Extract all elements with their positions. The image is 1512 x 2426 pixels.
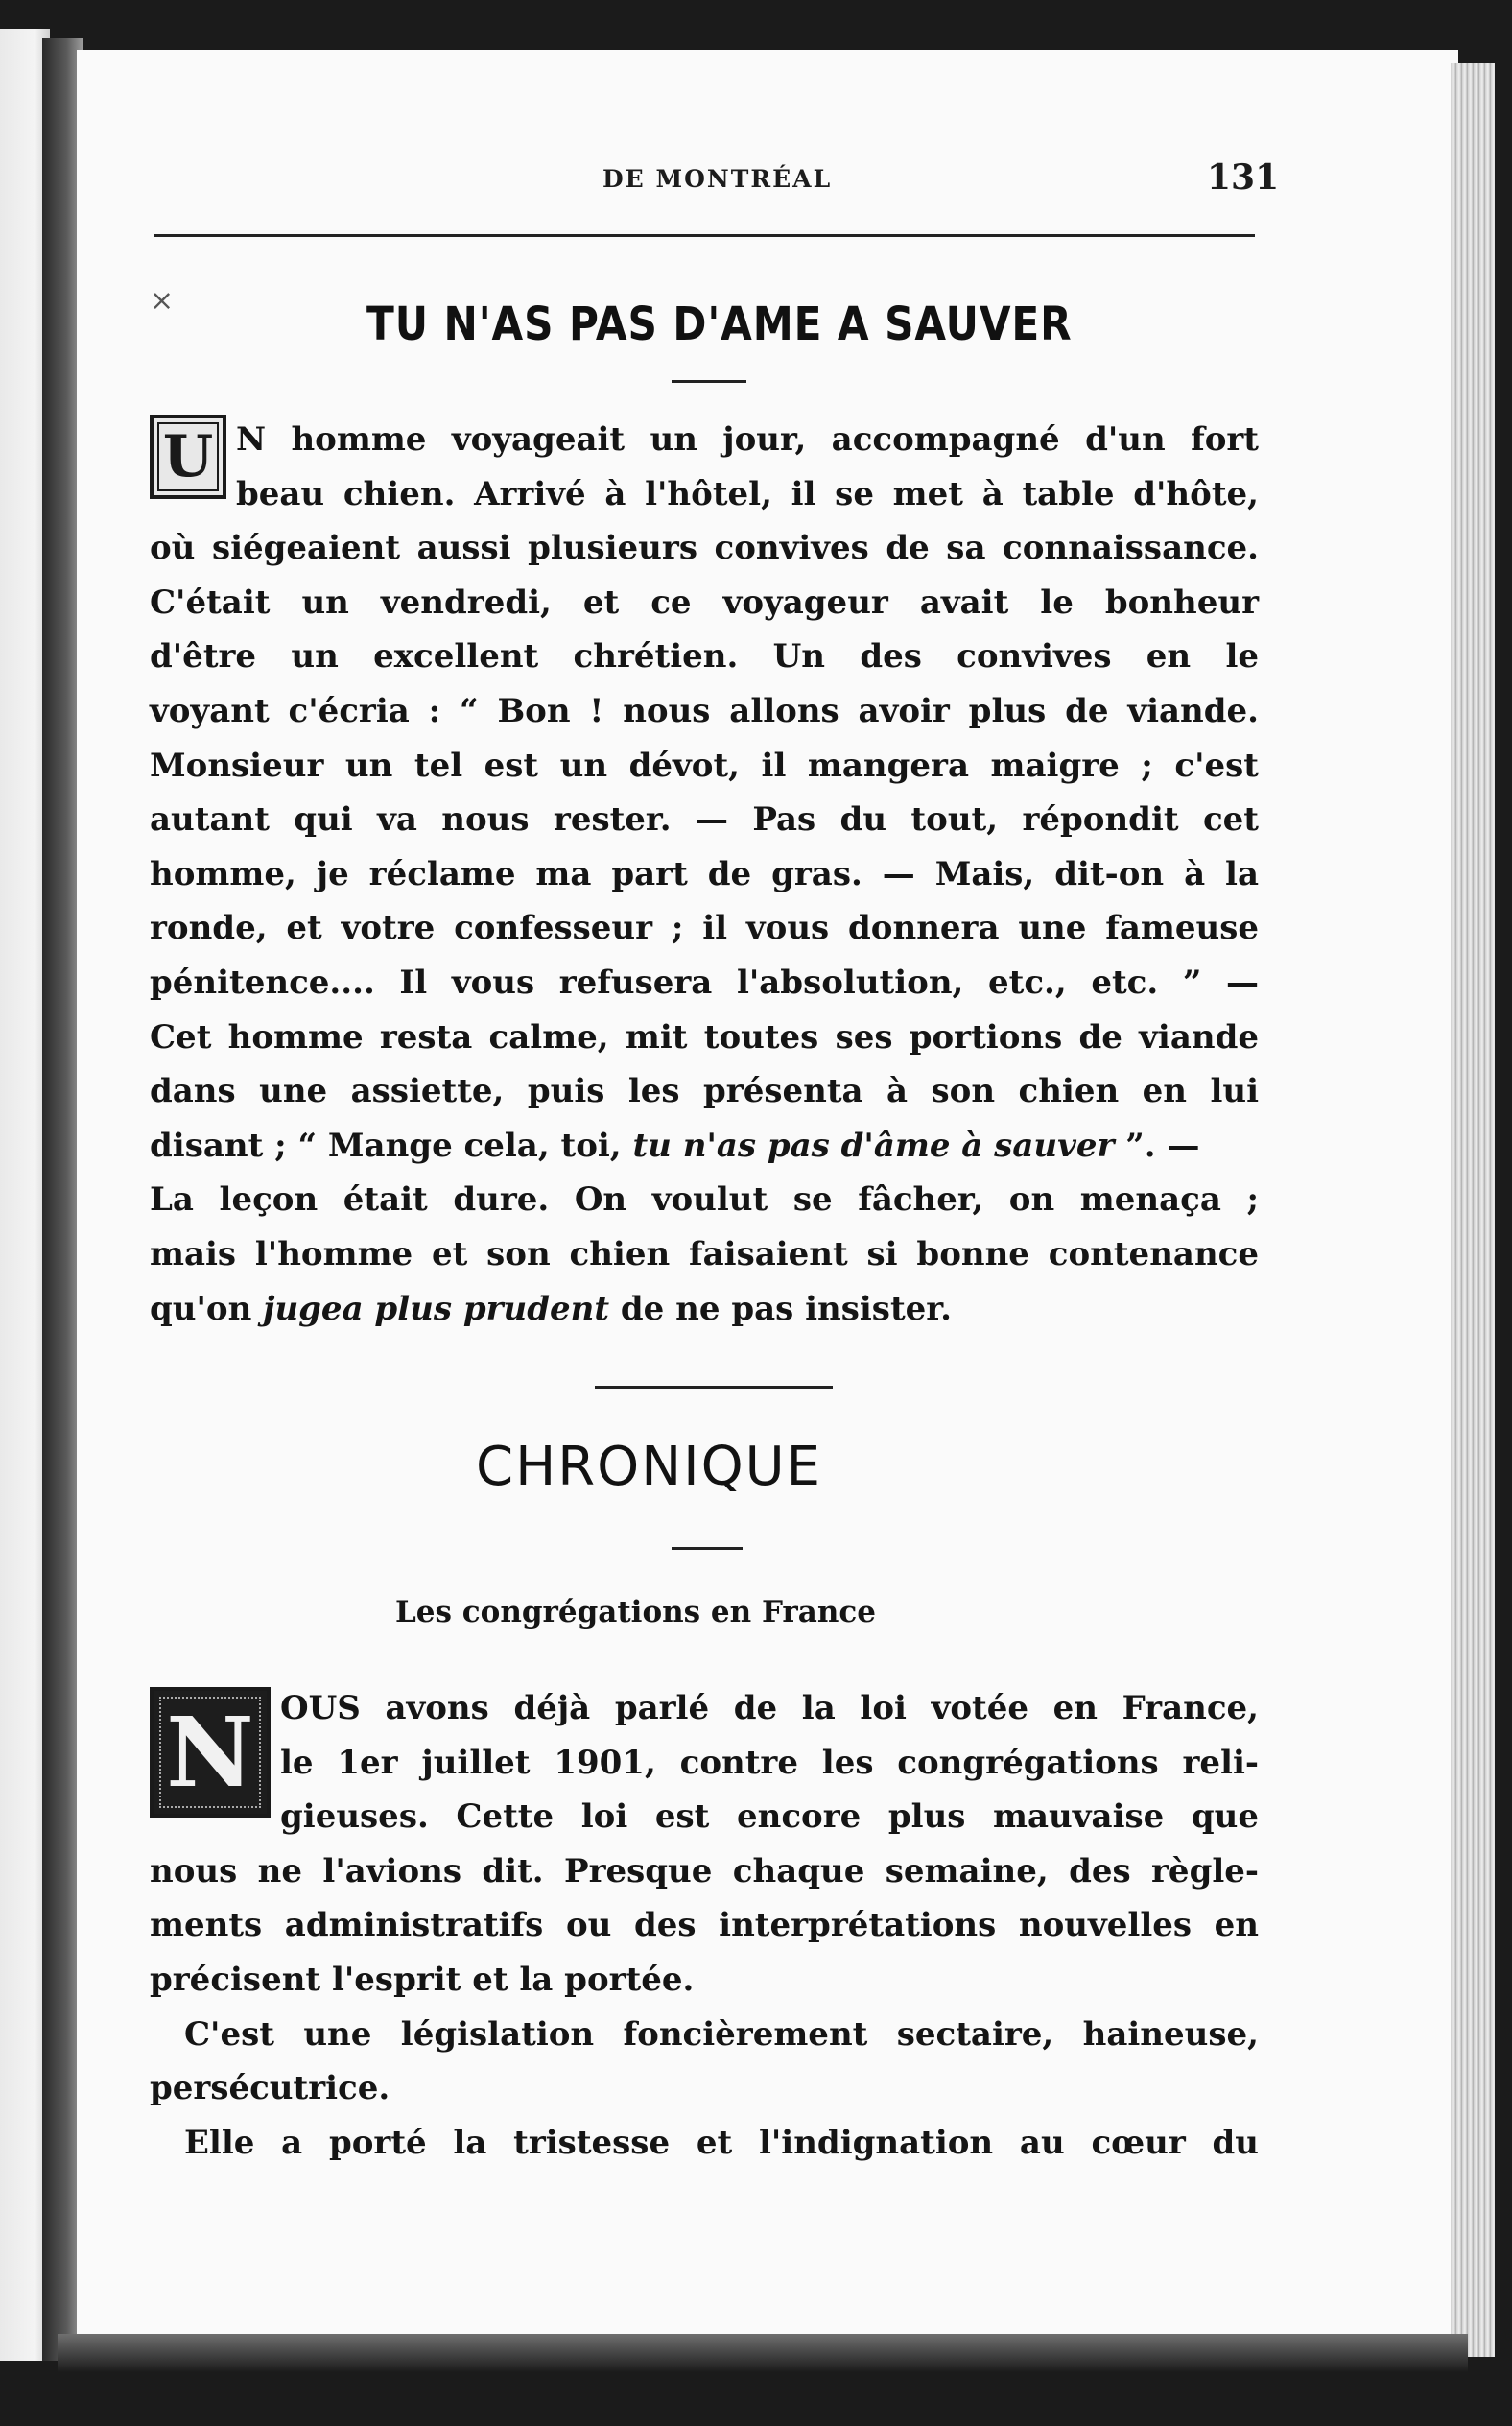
section-title-rule (672, 1547, 743, 1550)
chronique-line: OUS avons déjà parlé de la loi votée en France, (280, 1689, 1259, 1727)
chronique-line: précisent l'esprit et la portée. (150, 1960, 695, 1999)
running-head: DE MONTRÉAL (602, 165, 833, 193)
section-divider (595, 1386, 833, 1389)
italic-phrase: jugea plus prudent (263, 1289, 610, 1328)
chronique-line: gieuses. Cette loi est encore plus mauvaise que (280, 1797, 1259, 1837)
chronique-line: Elle a porté la tristesse et l'indignation au cœur du (184, 2123, 1259, 2162)
header-rule (154, 234, 1255, 237)
article-title: TU N'AS PAS D'AME A SAUVER (366, 297, 1073, 351)
drop-cap-letter: U (162, 422, 214, 490)
drop-cap-u (150, 415, 226, 499)
article-line: ronde, et votre confesseur ; il vous donnera une fameuse (150, 909, 1259, 948)
italic-quote: tu n'as pas d'âme à sauver (632, 1126, 1115, 1165)
margin-mark: × (150, 284, 175, 318)
page-bottom-shadow (58, 2334, 1468, 2372)
page-number: 131 (1207, 157, 1280, 198)
article-line: La leçon était dure. On voulut se fâcher, on menaça ; (150, 1180, 1259, 1220)
article-line: Monsieur un tel est un dévot, il mangera maigre ; c'est (150, 746, 1259, 785)
article-line: où siégeaient aussi plusieurs convives de sa connaissance. (150, 529, 1259, 568)
article-line (150, 1282, 1259, 1337)
article-line: dans une assiette, puis les présenta à son chien en lui (150, 1072, 1259, 1111)
drop-cap-letter: N (166, 1695, 254, 1809)
chronique-line: C'est une législation foncièrement sectaire, haineuse, (184, 2014, 1259, 2054)
article-line: voyant c'écria : “ Bon ! nous allons avoir plus de viande. (150, 691, 1259, 730)
section-title: CHRONIQUE (476, 1436, 823, 1498)
article-line: d'être un excellent chrétien. Un des convives en le (150, 637, 1259, 677)
article-line: mais l'homme et son chien faisaient si bonne contenance (150, 1234, 1259, 1273)
quote-close: ”. — (1114, 1126, 1200, 1165)
page-stack-edge (1451, 63, 1495, 2357)
article-line: autant qui va nous rester. — Pas du tout, répondit cet (150, 800, 1259, 840)
chronique-line: nous ne l'avions dit. Presque chaque semaine, des règle- (150, 1851, 1259, 1891)
chronique-body (150, 1681, 1259, 2170)
chronique-line: persécutrice. (150, 2069, 390, 2108)
article-line: Cet homme resta calme, mit toutes ses portions de viande (150, 1017, 1259, 1057)
article-line: N homme voyageait un jour, accompagné d'un fort (236, 420, 1259, 459)
chronique-line: le 1er juillet 1901, contre les congrégations reli- (280, 1743, 1259, 1782)
line-text: de ne pas insister. (609, 1289, 952, 1328)
article-line (150, 1119, 1259, 1174)
article-line: C'était un vendredi, et ce voyageur avait le bonheur (150, 583, 1259, 622)
drop-cap-n (150, 1687, 271, 1818)
title-rule (672, 380, 746, 383)
article-line: homme, je réclame ma part de gras. — Mais, dit-on à la (150, 854, 1259, 893)
line-text: qu'on (150, 1289, 264, 1328)
article-body (150, 413, 1259, 1336)
article-line: pénitence.... Il vous refusera l'absolution, etc., etc. ” — (150, 963, 1259, 1002)
chronique-line: ments administratifs ou des interprétations nouvelles en (150, 1906, 1259, 1945)
article-line: beau chien. Arrivé à l'hôtel, il se met à table d'hôte, (236, 474, 1259, 513)
quote-text: disant ; “ Mange cela, toi, (150, 1126, 633, 1165)
subheading: Les congrégations en France (395, 1595, 876, 1629)
